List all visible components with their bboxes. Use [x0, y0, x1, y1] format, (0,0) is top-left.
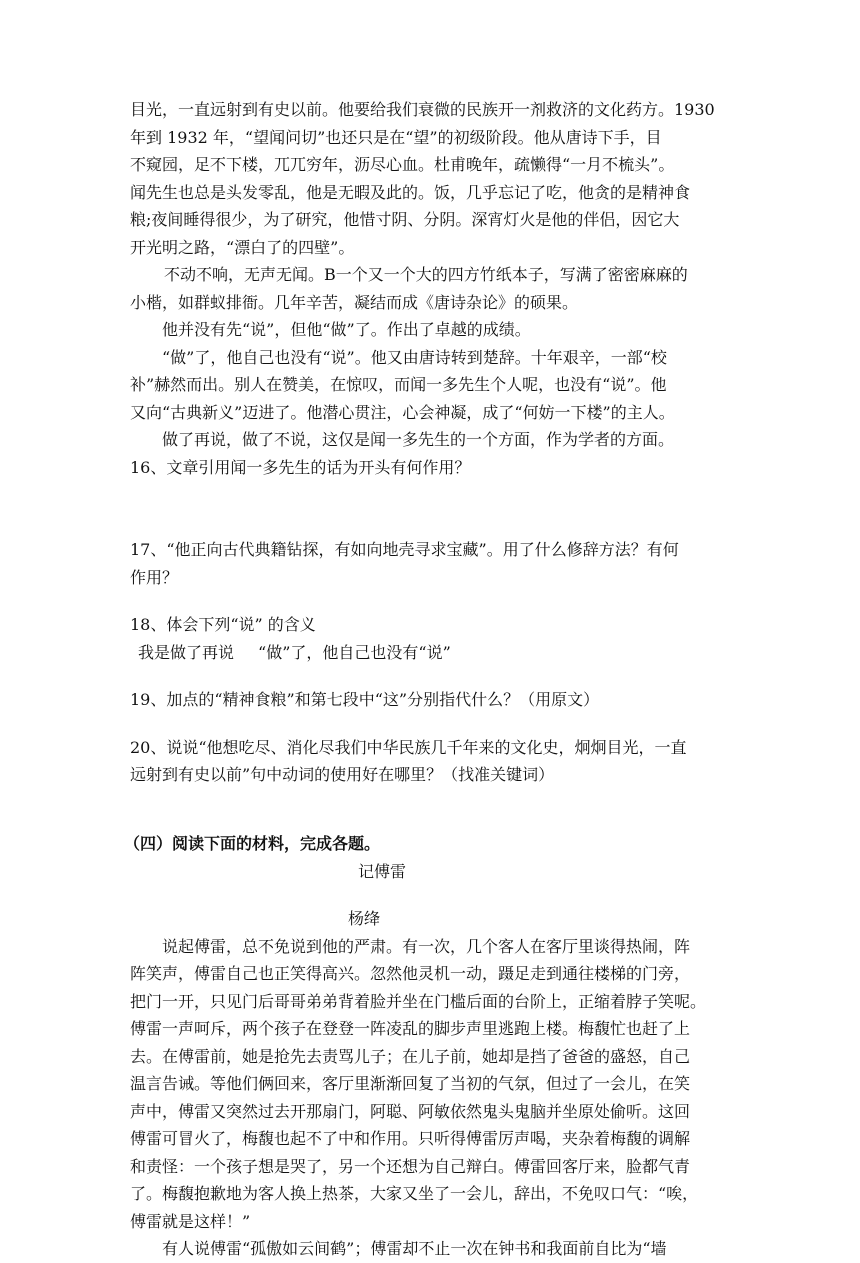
- text-line: 把门一开，只见门后哥哥弟弟背着脸并坐在门槛后面的台阶上，正缩着脖子笑呢。: [130, 991, 707, 1011]
- text-line: [130, 639, 734, 667]
- text-line: 说起傅雷，总不免说到他的严肃。有一次，几个客人在客厅里谈得热闹，阵: [162, 936, 691, 956]
- passage-paragraph: 做了再说，做了不说，这仅是闻一多先生的一个方面，作为学者的方面。: [162, 430, 675, 449]
- text-line: 声中，傅雷又突然过去开那扇门，阿聪、阿敏依然鬼头鬼脑并坐原处偷听。这回: [130, 1101, 691, 1121]
- passage-paragraph: 他并没有先“说”，但他“做”了。作出了卓越的成绩。: [162, 320, 531, 339]
- text-line: 作用？: [130, 567, 179, 587]
- passage-paragraph: [130, 344, 734, 427]
- question-19: 19、加点的“精神食粮”和第七段中“这”分别指代什么？（用原文）: [130, 690, 600, 709]
- text-line: 粮;夜间睡得很少，为了研究，他惜寸阴、分阴。深宵灯火是他的伴侣，因它大: [130, 210, 680, 229]
- article-author: 杨绛: [348, 909, 381, 928]
- passage-paragraph: [130, 261, 734, 316]
- section-heading: （四）阅读下面的材料，完成各题。: [124, 834, 381, 853]
- text-line: 20、说说“他想吃尽、消化尽我们中华民族几千年来的文化史，炯炯目光，一直: [130, 737, 687, 757]
- document-page: [124, 96, 734, 1263]
- text-line: 傅雷可冒火了，梅馥也起不了中和作用。只听得傅雷厉声喝，夹杂着梅馥的调解: [130, 1129, 691, 1148]
- q18-sentence-b-end: ”: [442, 642, 451, 662]
- text-line: 温言告诫。等他们俩回来，客厅里渐渐回复了当初的气氛，但过了一会儿，在笑: [130, 1074, 691, 1093]
- text-line: 18、体会下列“说” 的含义: [130, 615, 316, 634]
- question-16: 16、文章引用闻一多先生的话为开头有何作用？: [130, 457, 471, 477]
- q18-sentence-b: “做”了，他自己也没有“: [258, 642, 427, 662]
- article-title: 记傅雷: [358, 861, 407, 881]
- article-paragraph: 有人说傅雷“孤傲如云间鹤”；傅雷却不止一次在钟书和我面前自比为“墙: [162, 1239, 667, 1258]
- text-line: 傅雷一声呵斥，两个孩子在登登一阵凌乱的脚步声里逃跑上楼。梅馥忙也赶了上: [130, 1019, 691, 1038]
- text-line: 远射到有史以前”句中动词的使用好在哪里？（找准关键词）: [130, 765, 555, 784]
- question-18: [130, 611, 734, 666]
- article-paragraph: [130, 933, 734, 1236]
- text-line: 开光明之路，“漂白了的四壁”。: [130, 237, 355, 257]
- text-line: 去。在傅雷前，她是抢先去责骂儿子；在儿子前，她却是挡了爸爸的盛怒，自己: [130, 1046, 691, 1066]
- text-line: 不窥园，足不下楼，兀兀穷年，沥尽心血。杜甫晚年，疏懒得“一月不梳头”。: [130, 155, 675, 174]
- text-line: 17、“他正向古代典籍钻探，有如向地壳寻求宝藏”。用了什么修辞方法？有何: [130, 540, 679, 559]
- text-line: 目光，一直远射到有史以前。他要给我们衰微的民族开一剂救济的文化药方。1930: [130, 100, 715, 119]
- text-line: 和责怪：一个孩子想是哭了，另一个还想为自己辩白。傅雷回客厅来，脸都气青: [130, 1156, 691, 1176]
- text-line: 补”赫然而出。别人在赞美，在惊叹，而闻一多先生个人呢，也没有“说”。他: [130, 375, 667, 394]
- text-line: 不动不响，无声无闻。Β一个又一个大的四方竹纸本子，写满了密密麻麻的: [164, 265, 688, 284]
- text-line: 阵笑声，傅雷自己也正笑得高兴。忽然他灵机一动，蹑足走到通往楼梯的门旁，: [130, 964, 691, 983]
- question-17: [130, 536, 734, 591]
- dotted-char: 说: [218, 639, 234, 667]
- dotted-char: 说: [427, 639, 443, 667]
- text-line: “做”了，他自己也没有“说”。他又由唐诗转到楚辞。十年艰辛，一部“校: [162, 347, 667, 367]
- passage-paragraph: [130, 96, 734, 261]
- text-line: 又向“古典新义”迈进了。他潜心贯注，心会神凝，成了“何妨一下楼”的主人。: [130, 402, 675, 422]
- text-line: 了。梅馥抱歉地为客人换上热茶，大家又坐了一会儿，辞出，不免叹口气：“唉，: [130, 1184, 699, 1203]
- q18-sentence-a: 我是做了再: [138, 642, 219, 662]
- text-line: 小楷，如群蚁排衙。几年辛苦，凝结而成《唐诗杂论》的硕果。: [130, 292, 579, 312]
- text-line: 闻先生也总是头发零乱，他是无暇及此的。饭，几乎忘记了吃，他贪的是精神食: [130, 182, 691, 202]
- text-line: 傅雷就是这样！”: [130, 1211, 251, 1231]
- text-line: 年到 1932 年，“望闻问切”也还只是在“望”的初级阶段。他从唐诗下手，目: [130, 127, 662, 147]
- question-20: [130, 734, 734, 789]
